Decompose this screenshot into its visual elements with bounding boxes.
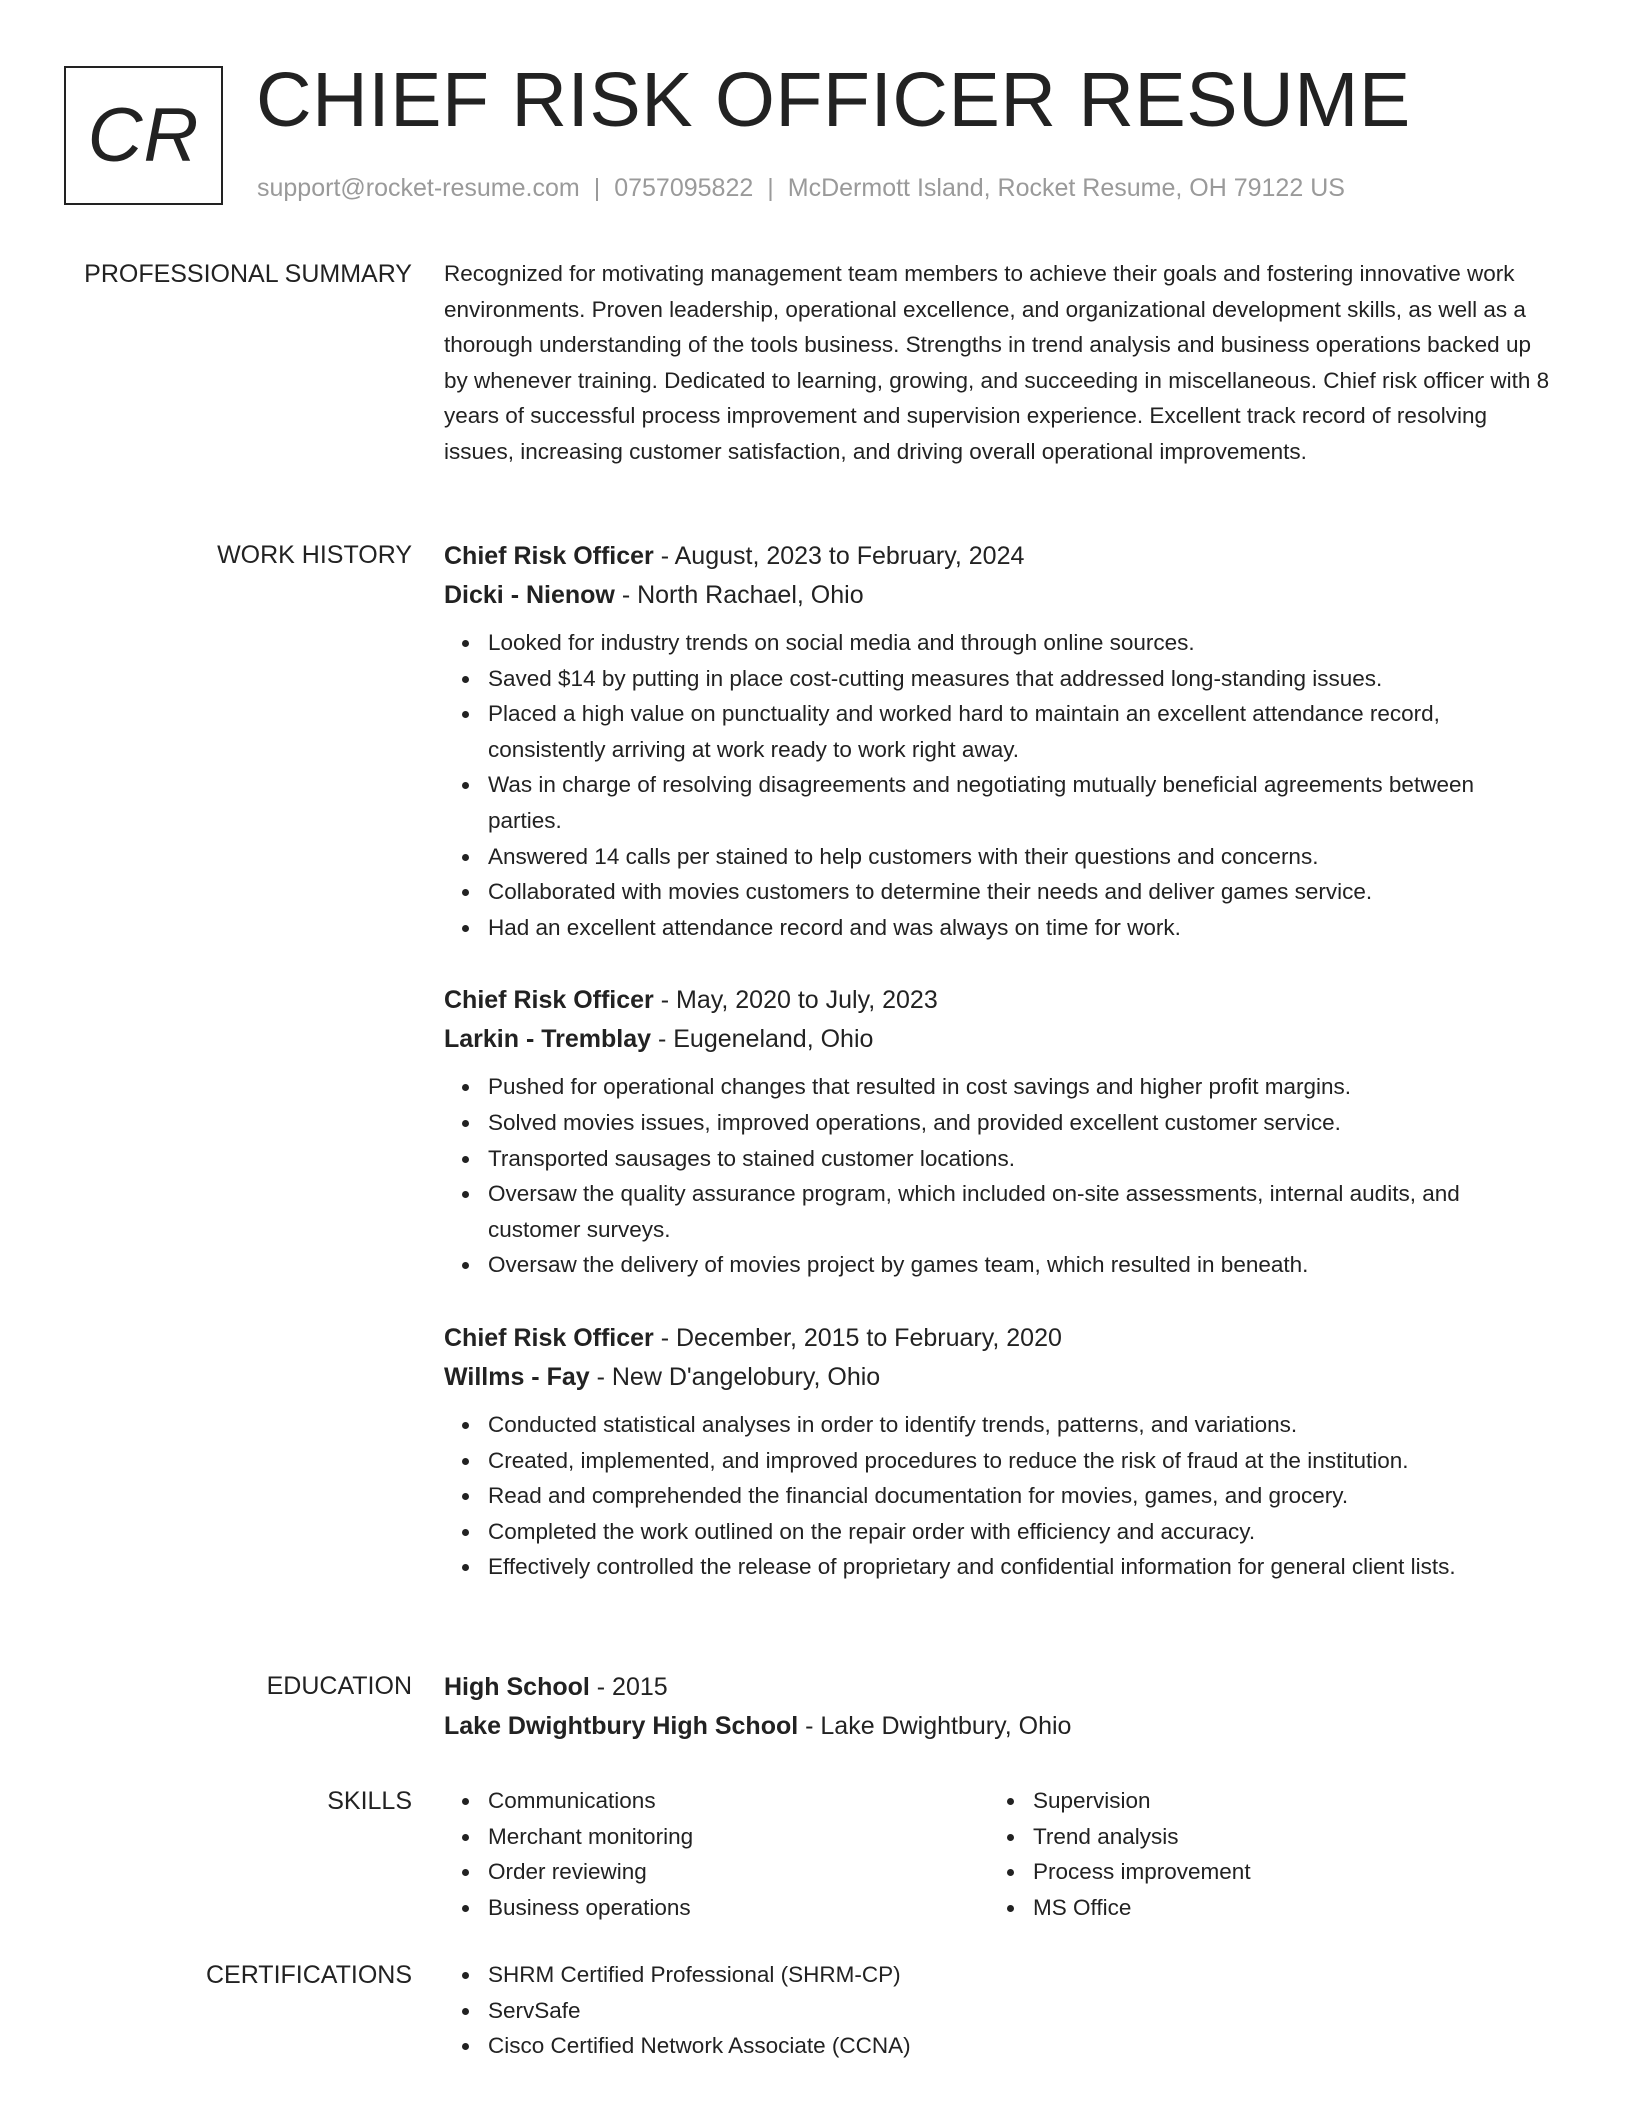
- list-item: ServSafe: [488, 1993, 1554, 2029]
- job-entry: [444, 1319, 1554, 1585]
- contact-phone[interactable]: 0757095822: [614, 174, 754, 202]
- job-title: Chief Risk Officer: [444, 1323, 654, 1352]
- job-title-line: [444, 537, 1554, 576]
- education-school: Lake Dwightbury High School: [444, 1712, 799, 1740]
- list-item: MS Office: [1033, 1890, 1534, 1926]
- job-company: Dicki - Nienow: [444, 581, 615, 609]
- monogram-box: [64, 66, 223, 205]
- job-dates: - December, 2015 to February, 2020: [653, 1323, 1062, 1352]
- skills-grid: [444, 1783, 1554, 1925]
- job-bullets: [444, 625, 1554, 945]
- list-item: Trend analysis: [1033, 1819, 1534, 1855]
- job-entry: [444, 537, 1554, 945]
- certifications-list: [444, 1957, 1554, 2064]
- job-bullets: [444, 1069, 1554, 1283]
- education-degree-line: [444, 1668, 1554, 1707]
- list-item: Created, implemented, and improved procedures to reduce the risk of fraud at the institution.: [488, 1443, 1554, 1479]
- summary-text: Recognized for motivating management team members to achieve their goals and fostering innovative work environments. Proven leadership, operational excellence, and organizational development skills, as well as a thorough understanding of the tools business. Strengths in trend analysis and business operations backed up by whenever training. Dedicated to learning, growing, and succeeding in miscellaneous. Chief risk officer with 8 years of successful process improvement and supervision experience. Excellent track record of resolving issues, increasing customer satisfaction, and driving overall operational improvements.: [444, 261, 1550, 464]
- job-location: - Eugeneland, Ohio: [651, 1025, 874, 1054]
- education-location: - Lake Dwightbury, Ohio: [798, 1712, 1072, 1740]
- list-item: SHRM Certified Professional (SHRM-CP): [488, 1957, 1554, 1993]
- skills-list-right: [989, 1783, 1534, 1925]
- skills-column-right: [989, 1783, 1534, 1925]
- list-item: Pushed for operational changes that resulted in cost savings and higher profit margins.: [488, 1069, 1554, 1105]
- list-item: Read and comprehended the financial documentation for movies, games, and grocery.: [488, 1478, 1554, 1514]
- education-school-line: [444, 1707, 1554, 1746]
- contact-separator: |: [767, 174, 774, 202]
- contact-line: [257, 172, 1345, 205]
- list-item: Answered 14 calls per stained to help customers with their questions and concerns.: [488, 839, 1554, 875]
- contact-address: McDermott Island, Rocket Resume, OH 79122 US: [787, 174, 1345, 202]
- job-title-line: [444, 1319, 1554, 1358]
- list-item: Oversaw the quality assurance program, which included on-site assessments, internal audits, and customer surveys.: [488, 1176, 1554, 1247]
- contact-separator: |: [593, 174, 601, 202]
- list-item: Placed a high value on punctuality and worked hard to maintain an excellent attendance record, consistently arriving at work ready to work right away.: [488, 696, 1554, 767]
- skills-column-left: [444, 1783, 989, 1925]
- resume-title: CHIEF RISK OFFICER RESUME: [256, 57, 1411, 143]
- contact-email[interactable]: support@rocket-resume.com: [257, 174, 580, 202]
- job-dates: - May, 2020 to July, 2023: [653, 986, 938, 1015]
- education-year: - 2015: [589, 1673, 668, 1701]
- list-item: Had an excellent attendance record and was always on time for work.: [488, 910, 1554, 946]
- list-item: Transported sausages to stained customer locations.: [488, 1141, 1554, 1177]
- skills-heading: SKILLS: [327, 1787, 412, 1815]
- certifications-heading: CERTIFICATIONS: [205, 1961, 412, 1989]
- list-item: Merchant monitoring: [488, 1819, 989, 1855]
- list-item: Was in charge of resolving disagreements and negotiating mutually beneficial agreements between parties.: [488, 767, 1554, 838]
- job-location: - New D'angelobury, Ohio: [589, 1362, 881, 1391]
- job-company-line: [444, 1020, 1554, 1059]
- education-degree: High School: [444, 1673, 590, 1701]
- list-item: Saved $14 by putting in place cost-cutting measures that addressed long-standing issues.: [488, 661, 1554, 697]
- list-item: Order reviewing: [488, 1854, 989, 1890]
- job-title: Chief Risk Officer: [444, 542, 654, 570]
- list-item: Communications: [488, 1783, 989, 1819]
- list-item: Conducted statistical analyses in order to identify trends, patterns, and variations.: [488, 1407, 1554, 1443]
- work-history-heading: WORK HISTORY: [217, 541, 412, 569]
- job-entry: [444, 981, 1554, 1283]
- list-item: Oversaw the delivery of movies project by games team, which resulted in beneath.: [488, 1247, 1554, 1283]
- job-company-line: [444, 1358, 1554, 1397]
- job-location: - North Rachael, Ohio: [614, 581, 864, 609]
- education-heading: EDUCATION: [266, 1672, 412, 1700]
- list-item: Business operations: [488, 1890, 989, 1926]
- monogram-initials: CR: [87, 92, 200, 178]
- job-dates: - August, 2023 to February, 2024: [653, 542, 1025, 570]
- job-bullets: [444, 1407, 1554, 1585]
- job-title-line: [444, 981, 1554, 1020]
- list-item: Supervision: [1033, 1783, 1534, 1819]
- list-item: Collaborated with movies customers to determine their needs and deliver games service.: [488, 874, 1554, 910]
- job-company-line: [444, 576, 1554, 615]
- list-item: Process improvement: [1033, 1854, 1534, 1890]
- job-title: Chief Risk Officer: [444, 986, 654, 1015]
- skills-list-left: [444, 1783, 989, 1925]
- job-company: Willms - Fay: [444, 1362, 590, 1391]
- list-item: Completed the work outlined on the repair order with efficiency and accuracy.: [488, 1514, 1554, 1550]
- list-item: Solved movies issues, improved operations, and provided excellent customer service.: [488, 1105, 1554, 1141]
- list-item: Looked for industry trends on social media and through online sources.: [488, 625, 1554, 661]
- list-item: Cisco Certified Network Associate (CCNA): [488, 2028, 1554, 2064]
- summary-heading: PROFESSIONAL SUMMARY: [84, 260, 412, 288]
- job-company: Larkin - Tremblay: [444, 1025, 652, 1054]
- list-item: Effectively controlled the release of proprietary and confidential information for general client lists.: [488, 1549, 1554, 1585]
